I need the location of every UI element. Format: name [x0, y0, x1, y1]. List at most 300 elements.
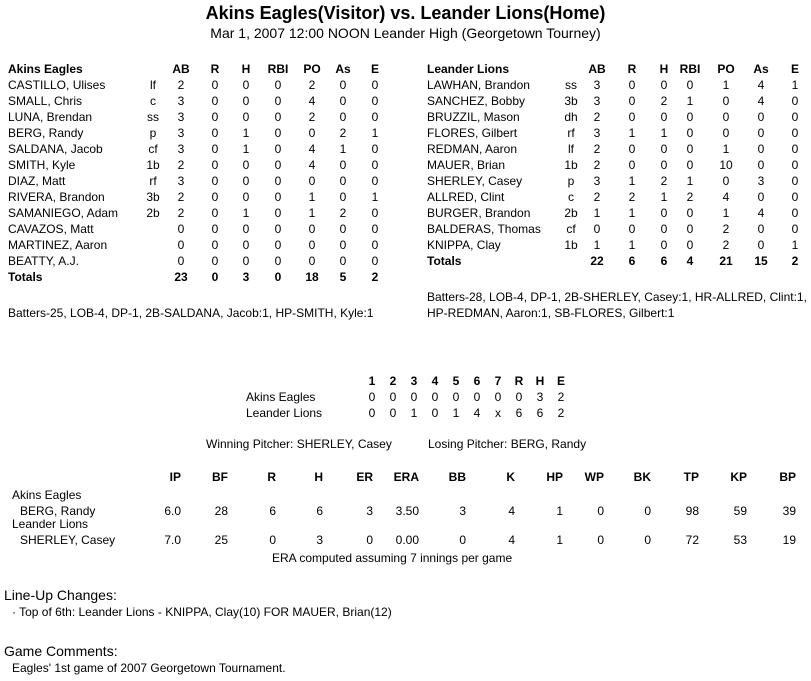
- player-stat: 1: [686, 94, 694, 108]
- player-stat: 4: [308, 142, 316, 156]
- player-stat: 1: [722, 142, 730, 156]
- linescore-header: 3: [410, 374, 418, 388]
- linescore-cell: 0: [431, 390, 439, 404]
- player-stat: 4: [308, 94, 316, 108]
- player-stat: 0: [628, 110, 636, 124]
- pitcher-stat: 0.00: [395, 533, 419, 547]
- player-stat: 0: [722, 126, 730, 140]
- pitching-team: Akins Eagles: [12, 488, 82, 502]
- player-stat: 0: [339, 190, 347, 204]
- totals-stat: 15: [754, 254, 768, 268]
- player-stat: 3: [177, 94, 185, 108]
- pitcher-stat: 7.0: [164, 533, 181, 547]
- player-stat: 3: [177, 174, 185, 188]
- pitcher-stat: 3: [366, 504, 373, 518]
- home-notes: Batters-28, LOB-4, DP-1, 2B-SHERLEY, Casey:1, HR-ALLRED, Clint:1, HP-REDMAN, Aaron:1, SB-FLORES, Gilbert:1: [427, 290, 807, 320]
- player-stat: 3: [177, 110, 185, 124]
- pitcher-stat: 6: [269, 504, 276, 518]
- linescore-header: E: [556, 374, 565, 388]
- pitching-header: IP: [169, 470, 181, 484]
- player-stat: 3: [593, 126, 601, 140]
- player-stat: 0: [628, 158, 636, 172]
- player-stat: 2: [628, 190, 636, 204]
- linescore-header: R: [514, 374, 524, 388]
- linescore-cell: 0: [452, 390, 460, 404]
- lineup-changes-heading: Line-Up Changes:: [4, 587, 117, 603]
- pitcher-stat: 28: [214, 504, 228, 518]
- player-stat: 0: [686, 142, 694, 156]
- player-stat: 0: [371, 94, 379, 108]
- player-name: BURGER, Brandon: [427, 206, 531, 220]
- stat-header: AB: [172, 62, 190, 76]
- player-stat: 1: [660, 126, 668, 140]
- player-stat: 0: [211, 206, 219, 220]
- totals-stat: 0: [274, 270, 282, 284]
- pitcher-stat: 53: [733, 533, 747, 547]
- player-name: BERG, Randy: [8, 126, 84, 140]
- player-stat: 3: [593, 78, 601, 92]
- player-stat: 1: [371, 126, 379, 140]
- linescore-cell: 0: [515, 390, 523, 404]
- pitching-header: K: [506, 470, 515, 484]
- pitcher-name: BERG, Randy: [20, 504, 96, 518]
- linescore-header: 2: [389, 374, 397, 388]
- player-stat: 0: [791, 190, 799, 204]
- linescore-cell: 1: [452, 406, 460, 420]
- totals-stat: 23: [174, 270, 188, 284]
- totals-stat: 22: [590, 254, 604, 268]
- player-position: 2b: [146, 206, 160, 220]
- player-stat: 0: [211, 126, 219, 140]
- page-title: Akins Eagles(Visitor) vs. Leander Lions(Home): [205, 3, 606, 23]
- pitcher-stat: 0: [366, 533, 373, 547]
- stat-header: PO: [303, 62, 321, 76]
- player-stat: 1: [628, 206, 636, 220]
- player-stat: 2: [686, 190, 694, 204]
- player-stat: 1: [242, 206, 250, 220]
- pitching-team: Leander Lions: [12, 517, 89, 531]
- player-stat: 0: [339, 238, 347, 252]
- pitcher-stat: 3: [459, 504, 466, 518]
- totals-stat: 2: [371, 270, 379, 284]
- stat-header: RBI: [679, 62, 701, 76]
- player-name: CAVAZOS, Matt: [8, 222, 94, 236]
- linescore-cell: 2: [557, 406, 565, 420]
- player-stat: 1: [628, 238, 636, 252]
- player-stat: 0: [628, 94, 636, 108]
- player-stat: 2: [308, 78, 316, 92]
- player-stat: 0: [211, 238, 219, 252]
- totals-stat: 2: [791, 254, 799, 268]
- stat-header: H: [241, 62, 251, 76]
- player-name: SANCHEZ, Bobby: [427, 94, 526, 108]
- player-stat: 0: [242, 174, 250, 188]
- player-stat: 0: [274, 174, 282, 188]
- pitching-header: TP: [683, 470, 699, 484]
- linescore-cell: 2: [557, 390, 565, 404]
- player-stat: 0: [211, 174, 219, 188]
- player-stat: 0: [274, 126, 282, 140]
- player-stat: 2: [722, 222, 730, 236]
- pitcher-stat: 1: [556, 533, 563, 547]
- pitching-header: BB: [448, 470, 466, 484]
- player-stat: 0: [274, 78, 282, 92]
- lineup-change-item: · Top of 6th: Leander Lions - KNIPPA, Clay(10) FOR MAUER, Brian(12): [12, 605, 392, 619]
- player-position: 3b: [146, 190, 160, 204]
- losing-pitcher: Losing Pitcher: BERG, Randy: [428, 437, 587, 451]
- pitcher-stat: 3.50: [395, 504, 419, 518]
- player-stat: 0: [242, 158, 250, 172]
- player-stat: 0: [339, 222, 347, 236]
- player-stat: 0: [242, 238, 250, 252]
- stat-header: H: [659, 62, 669, 76]
- pitcher-stat: 6.0: [164, 504, 181, 518]
- totals-stat: 6: [628, 254, 636, 268]
- player-stat: 1: [791, 78, 799, 92]
- player-stat: 4: [757, 78, 765, 92]
- linescore-cell: 0: [389, 406, 397, 420]
- player-name: BALDERAS, Thomas: [427, 222, 541, 236]
- player-position: cf: [566, 222, 576, 236]
- linescore-header: H: [535, 374, 545, 388]
- player-stat: 1: [308, 190, 316, 204]
- player-stat: 0: [791, 174, 799, 188]
- totals-stat: 0: [211, 270, 219, 284]
- linescore-header: 5: [452, 374, 460, 388]
- player-stat: 0: [660, 222, 668, 236]
- player-stat: 0: [371, 110, 379, 124]
- player-stat: 3: [177, 126, 185, 140]
- player-stat: 0: [274, 142, 282, 156]
- player-position: p: [567, 174, 575, 188]
- player-stat: 1: [308, 206, 316, 220]
- linescore-header: 7: [494, 374, 502, 388]
- player-name: MAUER, Brian: [427, 158, 506, 172]
- player-position: c: [150, 94, 156, 108]
- player-stat: 0: [274, 158, 282, 172]
- player-stat: 0: [177, 254, 185, 268]
- player-name: LAWHAN, Brandon: [427, 78, 530, 92]
- player-stat: 0: [339, 94, 347, 108]
- player-stat: 0: [308, 126, 316, 140]
- era-footnote: ERA computed assuming 7 innings per game: [272, 551, 513, 565]
- player-stat: 0: [791, 222, 799, 236]
- player-name: DIAZ, Matt: [8, 174, 66, 188]
- pitcher-name: SHERLEY, Casey: [20, 533, 116, 547]
- player-stat: 0: [371, 254, 379, 268]
- totals-label: Totals: [8, 270, 43, 284]
- pitching-header: H: [314, 470, 323, 484]
- player-stat: 0: [242, 78, 250, 92]
- player-name: LUNA, Brendan: [8, 110, 93, 124]
- player-stat: 2: [660, 94, 668, 108]
- player-stat: 0: [339, 110, 347, 124]
- player-stat: 2: [593, 190, 601, 204]
- player-stat: 4: [757, 94, 765, 108]
- player-stat: 0: [628, 142, 636, 156]
- player-stat: 1: [628, 174, 636, 188]
- player-stat: 0: [274, 190, 282, 204]
- player-name: KNIPPA, Clay: [427, 238, 501, 252]
- player-stat: 0: [791, 126, 799, 140]
- player-stat: 4: [308, 158, 316, 172]
- player-name: SAMANIEGO, Adam: [8, 206, 119, 220]
- player-stat: 0: [757, 190, 765, 204]
- player-stat: 0: [274, 222, 282, 236]
- stat-header: PO: [717, 62, 735, 76]
- player-stat: 2: [339, 126, 347, 140]
- linescore-cell: 6: [515, 406, 523, 420]
- player-stat: 0: [242, 254, 250, 268]
- pitching-header: BK: [633, 470, 651, 484]
- linescore-cell: 0: [389, 390, 397, 404]
- player-stat: 1: [791, 238, 799, 252]
- player-stat: 3: [177, 142, 185, 156]
- player-position: p: [149, 126, 157, 140]
- player-name: REDMAN, Aaron: [427, 142, 518, 156]
- player-stat: 0: [371, 206, 379, 220]
- player-stat: 0: [242, 94, 250, 108]
- totals-stat: 5: [339, 270, 347, 284]
- player-position: ss: [565, 78, 577, 92]
- pitcher-stat: 0: [644, 504, 651, 518]
- pitcher-stat: 25: [214, 533, 228, 547]
- player-stat: 0: [686, 222, 694, 236]
- player-stat: 0: [791, 94, 799, 108]
- pitcher-stat: 4: [508, 504, 515, 518]
- linescore-cell: x: [495, 406, 501, 420]
- pitcher-stat: 0: [644, 533, 651, 547]
- totals-stat: 18: [305, 270, 319, 284]
- player-stat: 1: [628, 126, 636, 140]
- pitcher-stat: 39: [782, 504, 796, 518]
- winning-pitcher: Winning Pitcher: SHERLEY, Casey: [206, 437, 392, 451]
- linescore-cell: 4: [473, 406, 481, 420]
- player-stat: 0: [308, 222, 316, 236]
- totals-stat: 21: [719, 254, 733, 268]
- pitcher-stat: 0: [597, 533, 604, 547]
- pitcher-stat: 0: [459, 533, 466, 547]
- linescore-header: 6: [473, 374, 481, 388]
- pitcher-stat: 59: [733, 504, 747, 518]
- player-stat: 0: [211, 190, 219, 204]
- totals-stat: 4: [686, 254, 694, 268]
- player-stat: 0: [274, 110, 282, 124]
- player-name: FLORES, Gilbert: [427, 126, 518, 140]
- player-position: ss: [147, 110, 159, 124]
- game-comment-text: Eagles' 1st game of 2007 Georgetown Tournament.: [12, 661, 286, 675]
- player-stat: 0: [339, 158, 347, 172]
- pitching-header: HP: [546, 470, 563, 484]
- player-name: SALDANA, Jacob: [8, 142, 103, 156]
- player-stat: 0: [211, 78, 219, 92]
- player-stat: 0: [686, 78, 694, 92]
- player-stat: 2: [177, 78, 185, 92]
- player-name: SHERLEY, Casey: [427, 174, 523, 188]
- pitcher-stat: 0: [269, 533, 276, 547]
- player-stat: 0: [660, 238, 668, 252]
- stat-header: As: [335, 62, 351, 76]
- stat-header: RBI: [267, 62, 289, 76]
- player-stat: 0: [628, 222, 636, 236]
- pitcher-stat: 19: [782, 533, 796, 547]
- pitcher-stat: 0: [597, 504, 604, 518]
- pitching-header: KP: [730, 470, 747, 484]
- linescore-cell: 6: [536, 406, 544, 420]
- player-name: RIVERA, Brandon: [8, 190, 105, 204]
- player-stat: 1: [686, 174, 694, 188]
- linescore-cell: 0: [494, 390, 502, 404]
- player-stat: 0: [371, 78, 379, 92]
- player-stat: 0: [339, 254, 347, 268]
- player-stat: 0: [593, 222, 601, 236]
- linescore-cell: 0: [368, 406, 376, 420]
- player-stat: 2: [593, 158, 601, 172]
- player-stat: 0: [686, 126, 694, 140]
- player-stat: 2: [177, 158, 185, 172]
- visitor-notes: Batters-25, LOB-4, DP-1, 2B-SALDANA, Jacob:1, HP-SMITH, Kyle:1: [8, 306, 374, 320]
- player-stat: 0: [308, 254, 316, 268]
- stat-header: AB: [588, 62, 606, 76]
- player-position: 2b: [564, 206, 578, 220]
- player-stat: 1: [722, 78, 730, 92]
- player-stat: 0: [660, 110, 668, 124]
- player-position: dh: [564, 110, 578, 124]
- player-stat: 0: [660, 206, 668, 220]
- player-stat: 0: [274, 238, 282, 252]
- player-stat: 0: [686, 158, 694, 172]
- player-stat: 3: [593, 94, 601, 108]
- player-stat: 0: [791, 158, 799, 172]
- linescore-cell: 0: [410, 390, 418, 404]
- player-stat: 0: [242, 222, 250, 236]
- player-stat: 0: [722, 174, 730, 188]
- player-stat: 0: [274, 206, 282, 220]
- pitching-header: BF: [212, 470, 228, 484]
- stat-header: As: [753, 62, 769, 76]
- linescore-cell: 0: [431, 406, 439, 420]
- pitching-header: ERA: [393, 470, 419, 484]
- player-stat: 0: [371, 142, 379, 156]
- player-stat: 0: [791, 206, 799, 220]
- player-stat: 0: [177, 222, 185, 236]
- player-position: cf: [148, 142, 158, 156]
- player-position: rf: [149, 174, 157, 188]
- player-stat: 0: [686, 206, 694, 220]
- pitcher-stat: 3: [316, 533, 323, 547]
- linescore-team: Akins Eagles: [246, 390, 316, 404]
- player-stat: 2: [308, 110, 316, 124]
- player-stat: 4: [757, 206, 765, 220]
- pitcher-stat: 98: [685, 504, 699, 518]
- player-position: lf: [568, 142, 574, 156]
- player-stat: 0: [722, 110, 730, 124]
- player-stat: 0: [757, 110, 765, 124]
- player-stat: 0: [211, 142, 219, 156]
- player-stat: 0: [242, 190, 250, 204]
- player-stat: 0: [757, 142, 765, 156]
- player-position: rf: [567, 126, 575, 140]
- player-stat: 0: [211, 158, 219, 172]
- stat-header: E: [370, 62, 379, 76]
- player-stat: 0: [339, 78, 347, 92]
- player-position: 3b: [564, 94, 578, 108]
- pitcher-stat: 6: [316, 504, 323, 518]
- player-stat: 1: [660, 190, 668, 204]
- player-stat: 1: [371, 190, 379, 204]
- player-stat: 0: [686, 110, 694, 124]
- player-position: 1b: [146, 158, 160, 172]
- player-stat: 1: [722, 206, 730, 220]
- player-stat: 0: [660, 158, 668, 172]
- player-stat: 3: [757, 174, 765, 188]
- player-stat: 1: [593, 206, 601, 220]
- player-stat: 2: [722, 238, 730, 252]
- player-stat: 2: [339, 206, 347, 220]
- player-stat: 1: [242, 126, 250, 140]
- pitcher-stat: 1: [556, 504, 563, 518]
- player-position: 1b: [564, 238, 578, 252]
- linescore-header: 4: [431, 374, 439, 388]
- player-stat: 0: [274, 94, 282, 108]
- player-stat: 0: [308, 174, 316, 188]
- linescore-cell: 3: [536, 390, 544, 404]
- stat-header: E: [790, 62, 799, 76]
- player-stat: 10: [719, 158, 733, 172]
- player-stat: 0: [757, 222, 765, 236]
- player-stat: 0: [371, 222, 379, 236]
- pitching-header: BP: [779, 470, 796, 484]
- player-name: SMALL, Chris: [8, 94, 83, 108]
- player-stat: 2: [593, 142, 601, 156]
- player-stat: 3: [593, 174, 601, 188]
- player-stat: 0: [211, 94, 219, 108]
- player-name: SMITH, Kyle: [8, 158, 76, 172]
- linescore-cell: 1: [410, 406, 418, 420]
- player-stat: 1: [593, 238, 601, 252]
- player-stat: 2: [177, 190, 185, 204]
- player-stat: 2: [177, 206, 185, 220]
- linescore-cell: 0: [473, 390, 481, 404]
- game-comments-heading: Game Comments:: [4, 643, 118, 659]
- player-stat: 1: [339, 142, 347, 156]
- player-stat: 0: [791, 142, 799, 156]
- totals-label: Totals: [427, 254, 462, 268]
- player-stat: 0: [308, 238, 316, 252]
- player-stat: 4: [722, 190, 730, 204]
- totals-stat: 3: [242, 270, 250, 284]
- pitching-header: ER: [356, 470, 373, 484]
- pitching-header: WP: [584, 470, 604, 484]
- team-header: Leander Lions: [427, 62, 510, 76]
- player-stat: 2: [660, 174, 668, 188]
- linescore-cell: 0: [368, 390, 376, 404]
- player-stat: 0: [757, 158, 765, 172]
- pitcher-stat: 72: [685, 533, 699, 547]
- player-stat: 0: [686, 238, 694, 252]
- stat-header: R: [627, 62, 637, 76]
- player-name: MARTINEZ, Aaron: [8, 238, 108, 252]
- game-info: Mar 1, 2007 12:00 NOON Leander High (Georgetown Tourney): [210, 25, 601, 41]
- player-name: CASTILLO, Ulises: [8, 78, 106, 92]
- linescore-team: Leander Lions: [246, 406, 323, 420]
- player-stat: 0: [757, 238, 765, 252]
- player-stat: 0: [211, 254, 219, 268]
- player-stat: 0: [628, 78, 636, 92]
- player-stat: 0: [660, 142, 668, 156]
- pitching-header: R: [267, 470, 276, 484]
- player-stat: 0: [177, 238, 185, 252]
